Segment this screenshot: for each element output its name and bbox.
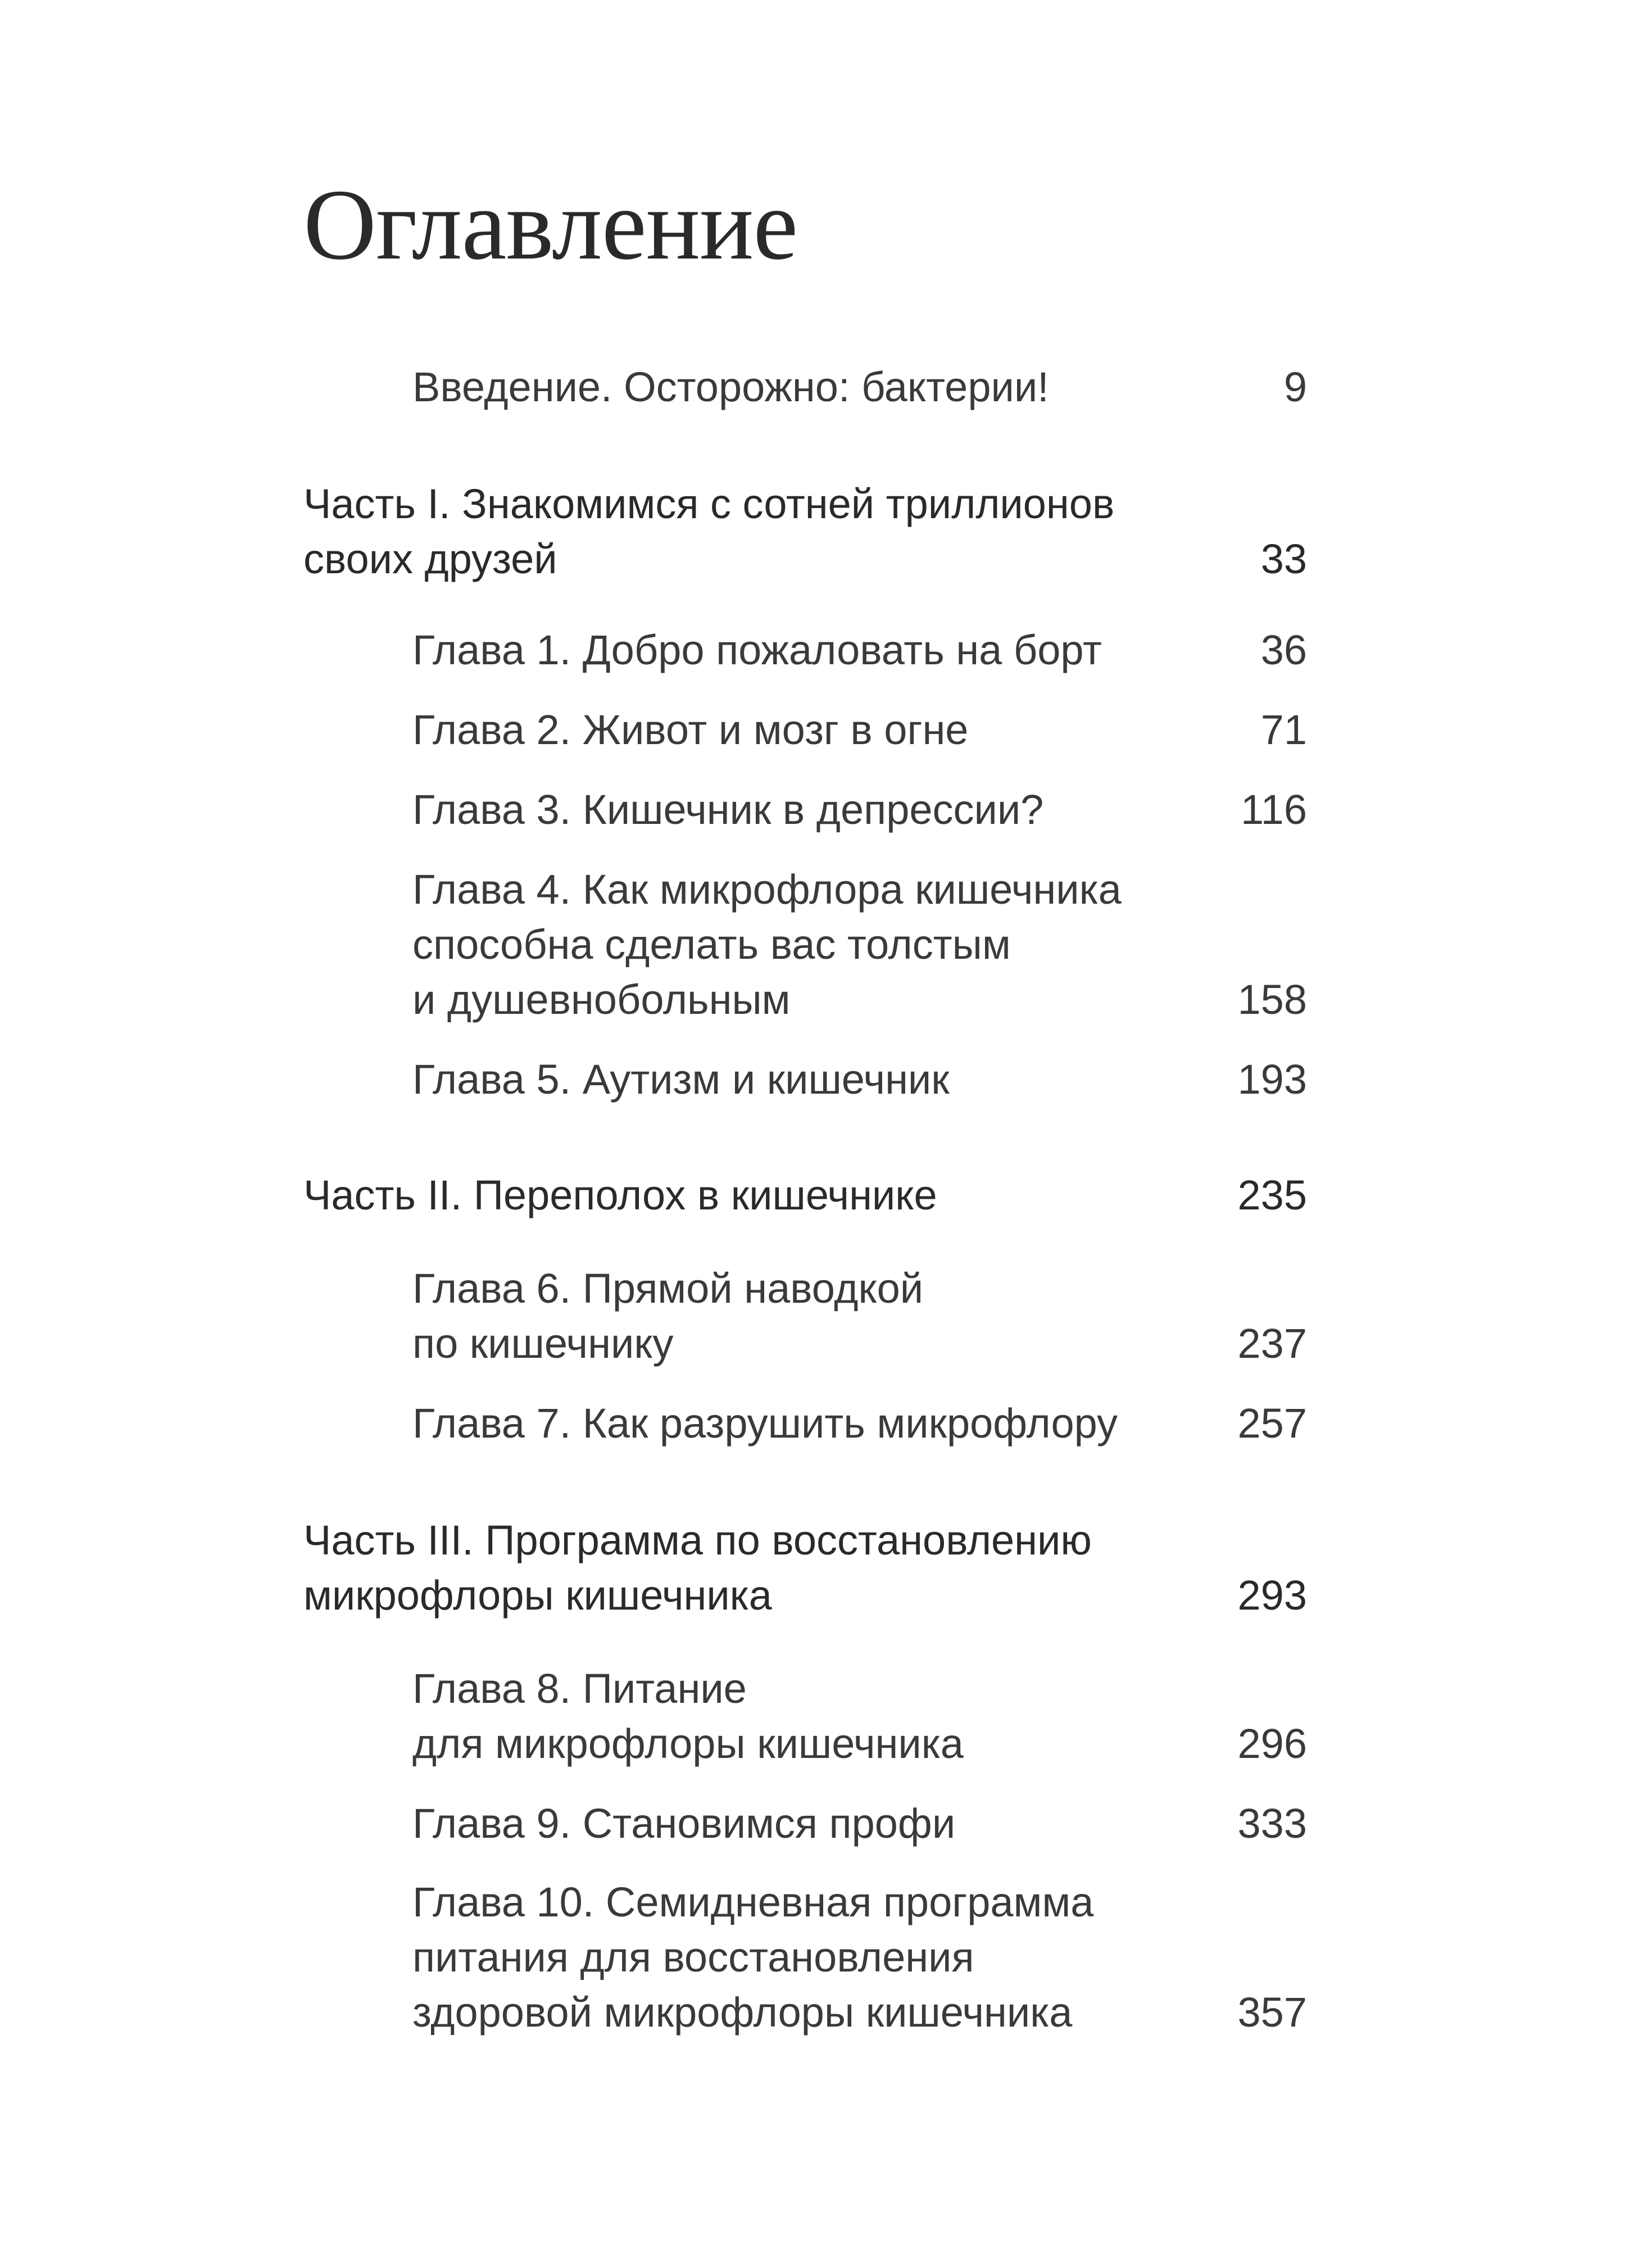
toc-entry-chapter-6[interactable]: [303, 1261, 1307, 1371]
toc-entry-label: Глава 9. Становимся профи: [412, 1800, 956, 1847]
toc-entry-label: Глава 7. Как разрушить микрофлору: [412, 1400, 1118, 1447]
toc-entry-label: Глава 8. Питание для микрофлоры кишечника: [412, 1665, 964, 1767]
toc-entry-chapter-1[interactable]: [303, 623, 1307, 678]
toc-entry-label: Часть II. Переполох в кишечнике: [303, 1172, 937, 1218]
toc-entry-chapter-7[interactable]: [303, 1396, 1307, 1451]
toc-page-number: 357: [1237, 1989, 1307, 2036]
toc-entry-label: Введение. Осторожно: бактерии!: [412, 364, 1049, 410]
toc-page-number: 293: [1237, 1572, 1307, 1619]
toc-page-number: 36: [1260, 627, 1307, 673]
toc-page-number: 193: [1237, 1056, 1307, 1103]
toc-page-number: 333: [1237, 1800, 1307, 1847]
toc-entry-part-2[interactable]: [303, 1168, 1307, 1223]
toc-entry-label: Глава 1. Добро пожаловать на борт: [412, 627, 1102, 673]
toc-entry-chapter-8[interactable]: [303, 1661, 1307, 1771]
toc-entry-chapter-4[interactable]: [303, 862, 1307, 1027]
toc-page-number: 9: [1283, 364, 1307, 410]
toc-entry-chapter-9[interactable]: [303, 1796, 1307, 1851]
toc-page-number: 33: [1260, 536, 1307, 582]
toc-entry-label: Глава 10. Семидневная программа питания для восстановления здоровой микрофлоры кишечника: [412, 1879, 1094, 2036]
toc-entry-label: Часть I. Знакомимся с сотней триллионов своих друзей: [303, 481, 1115, 582]
toc-entry-part-3[interactable]: [303, 1513, 1307, 1623]
toc-entry-chapter-3[interactable]: [303, 782, 1307, 837]
toc-page-number: 237: [1237, 1320, 1307, 1367]
toc-entry-label: Глава 6. Прямой наводкой по кишечнику: [412, 1265, 924, 1367]
toc-entry-introduction[interactable]: [303, 360, 1307, 415]
toc-page-number: 158: [1237, 976, 1307, 1023]
toc-page-number: 235: [1237, 1172, 1307, 1218]
toc-entry-label: Часть III. Программа по восстановлению микрофлоры кишечника: [303, 1517, 1092, 1619]
toc-entry-chapter-5[interactable]: [303, 1052, 1307, 1107]
toc-entry-part-1[interactable]: [303, 477, 1307, 587]
toc-entry-chapter-2[interactable]: [303, 703, 1307, 758]
toc-page-number: 296: [1237, 1720, 1307, 1767]
page-title: Оглавление: [303, 169, 798, 280]
toc-entry-label: Глава 5. Аутизм и кишечник: [412, 1056, 950, 1103]
toc-entry-label: Глава 3. Кишечник в депрессии?: [412, 786, 1044, 833]
toc-entry-chapter-10[interactable]: [303, 1875, 1307, 2040]
toc-entry-label: Глава 4. Как микрофлора кишечника способна сделать вас толстым и душевнобольным: [412, 866, 1122, 1023]
toc-page-number: 257: [1237, 1400, 1307, 1447]
toc-page-number: 116: [1241, 786, 1307, 833]
toc-entry-label: Глава 2. Живот и мозг в огне: [412, 706, 969, 753]
toc-page-number: 71: [1260, 706, 1307, 753]
